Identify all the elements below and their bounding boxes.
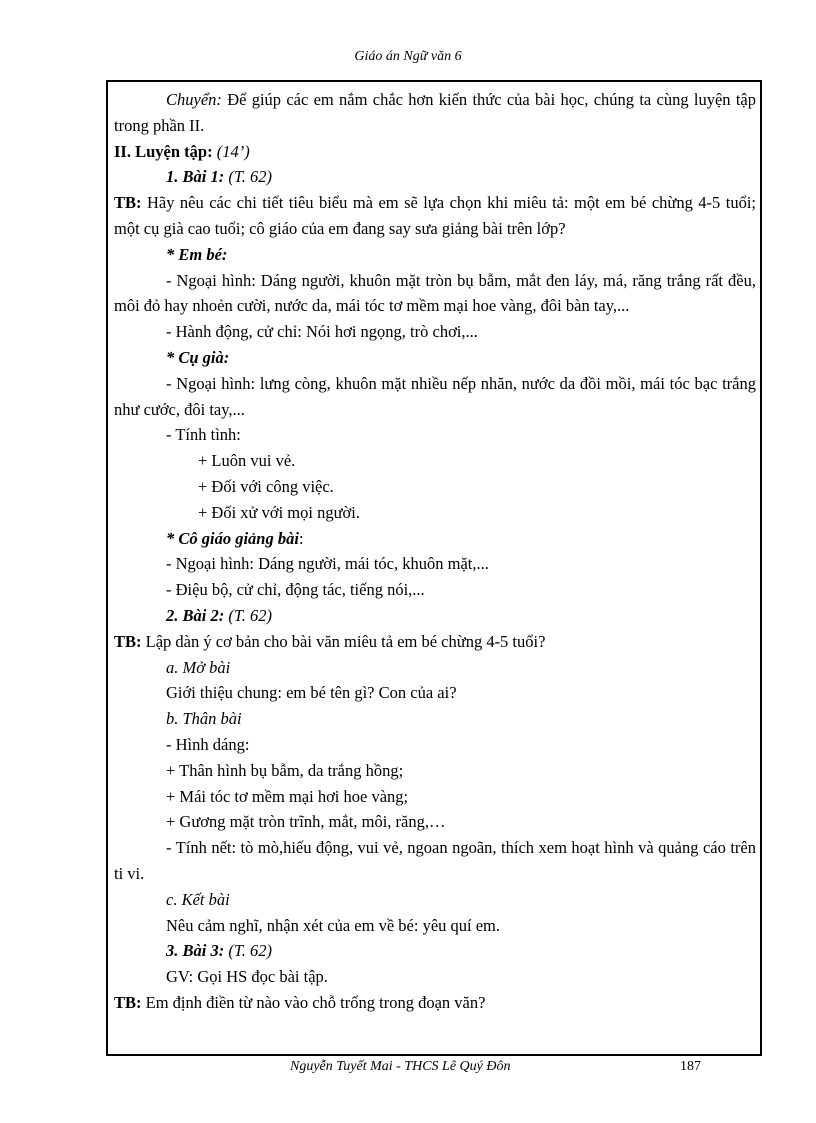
page-footer-author: Nguyễn Tuyết Mai - THCS Lê Quý Đôn bbox=[290, 1059, 511, 1074]
lesson-frame bbox=[106, 80, 762, 1056]
page-number: 187 bbox=[680, 1059, 701, 1074]
child-actions: - Hành động, cử chỉ: Nói hơi ngọng, trò chơi,... bbox=[166, 322, 478, 342]
teacher-instruction: GV: Gọi HS đọc bài tập. bbox=[166, 967, 328, 987]
intro-heading: a. Mở bài bbox=[166, 657, 231, 677]
transition-label: Chuyển: bbox=[166, 90, 222, 109]
exercise-2-label: 2. Bài 2: bbox=[166, 605, 225, 625]
question-2 bbox=[114, 629, 756, 655]
child-appearance: - Ngoại hình: Dáng người, khuôn mặt tròn bụ bẫm, mắt đen láy, má, răng trắng rất đều, môi đỏ hay nhoẻn cười, nước da, mái tóc tơ mềm mại hoe vàng, đôi bàn tay,... bbox=[114, 270, 756, 316]
section-time: (14’) bbox=[212, 141, 250, 161]
question-1-text: Hãy nêu các chi tiết tiêu biểu mà em sẽ lựa chọn khi miêu tả: một em bé chừng 4-5 tuổi; một cụ già cao tuổi; cô giáo của em đang say sưa giảng bài trên lớp? bbox=[114, 193, 756, 238]
question-1 bbox=[114, 190, 756, 242]
question-2-text: Lập dàn ý cơ bản cho bài văn miêu tả em bé chừng 4-5 tuổi? bbox=[141, 631, 546, 651]
section-heading bbox=[114, 139, 756, 165]
conclusion-heading: c. Kết bài bbox=[166, 889, 230, 909]
teacher-heading bbox=[114, 526, 756, 552]
body-heading: b. Thân bài bbox=[166, 709, 242, 729]
child-heading: * Em bé: bbox=[166, 244, 228, 264]
teacher-title: * Cô giáo giảng bài bbox=[166, 528, 299, 548]
teacher-colon: : bbox=[298, 528, 304, 548]
elder-trait-3: + Đối xử với mọi người. bbox=[198, 502, 360, 522]
transition-paragraph bbox=[114, 87, 756, 139]
intro-text: Giới thiệu chung: em bé tên gì? Con của ai? bbox=[166, 683, 457, 703]
shape-item-3: + Gương mặt tròn trĩnh, mắt, môi, răng,… bbox=[166, 812, 446, 832]
elder-appearance: - Ngoại hình: lưng còng, khuôn mặt nhiều nếp nhăn, nước da đồi mồi, mái tóc bạc trắng như cước, đôi tay,... bbox=[114, 373, 756, 419]
exercise-1-label: 1. Bài 1: bbox=[166, 167, 225, 187]
elder-trait-1: + Luôn vui vẻ. bbox=[198, 451, 296, 471]
question-3-label: TB: bbox=[114, 992, 142, 1012]
transition-text: Để giúp các em nắm chắc hơn kiến thức của bài học, chúng ta cùng luyện tập trong phần II. bbox=[114, 90, 756, 135]
question-2-label: TB: bbox=[114, 631, 142, 651]
exercise-3-ref: (T. 62) bbox=[224, 941, 273, 961]
section-title: II. Luyện tập: bbox=[114, 141, 213, 161]
exercise-3-label: 3. Bài 3: bbox=[166, 941, 225, 961]
exercise-2-heading bbox=[114, 603, 756, 629]
exercise-3-heading bbox=[114, 938, 756, 964]
question-3-text: Em định điền từ nào vào chỗ trống trong đoạn văn? bbox=[141, 992, 486, 1012]
conclusion-text: Nêu cảm nghĩ, nhận xét của em về bé: yêu quí em. bbox=[166, 915, 501, 935]
page-header: Giáo án Ngữ văn 6 bbox=[354, 49, 462, 64]
exercise-1-heading bbox=[114, 164, 756, 190]
elder-trait-2: + Đối với công việc. bbox=[198, 476, 334, 496]
character-trait: - Tính nết: tò mò,hiếu động, vui vẻ, ngoan ngoãn, thích xem hoạt hình và quảng cáo trên ti vi. bbox=[114, 838, 756, 883]
question-1-label: TB: bbox=[114, 193, 142, 213]
elder-heading: * Cụ già: bbox=[166, 347, 230, 367]
shape-heading: - Hình dáng: bbox=[166, 734, 250, 754]
lesson-content bbox=[114, 87, 756, 1016]
exercise-1-ref: (T. 62) bbox=[224, 167, 273, 187]
elder-personality: - Tính tình: bbox=[166, 425, 241, 445]
shape-item-2: + Mái tóc tơ mềm mại hơi hoe vàng; bbox=[166, 786, 409, 806]
exercise-2-ref: (T. 62) bbox=[224, 605, 273, 625]
teacher-appearance: - Ngoại hình: Dáng người, mái tóc, khuôn mặt,... bbox=[166, 554, 489, 574]
shape-item-1: + Thân hình bụ bẫm, da trắng hồng; bbox=[166, 760, 404, 780]
question-3 bbox=[114, 990, 756, 1016]
teacher-gestures: - Điệu bộ, cử chỉ, động tác, tiếng nói,... bbox=[166, 580, 425, 600]
